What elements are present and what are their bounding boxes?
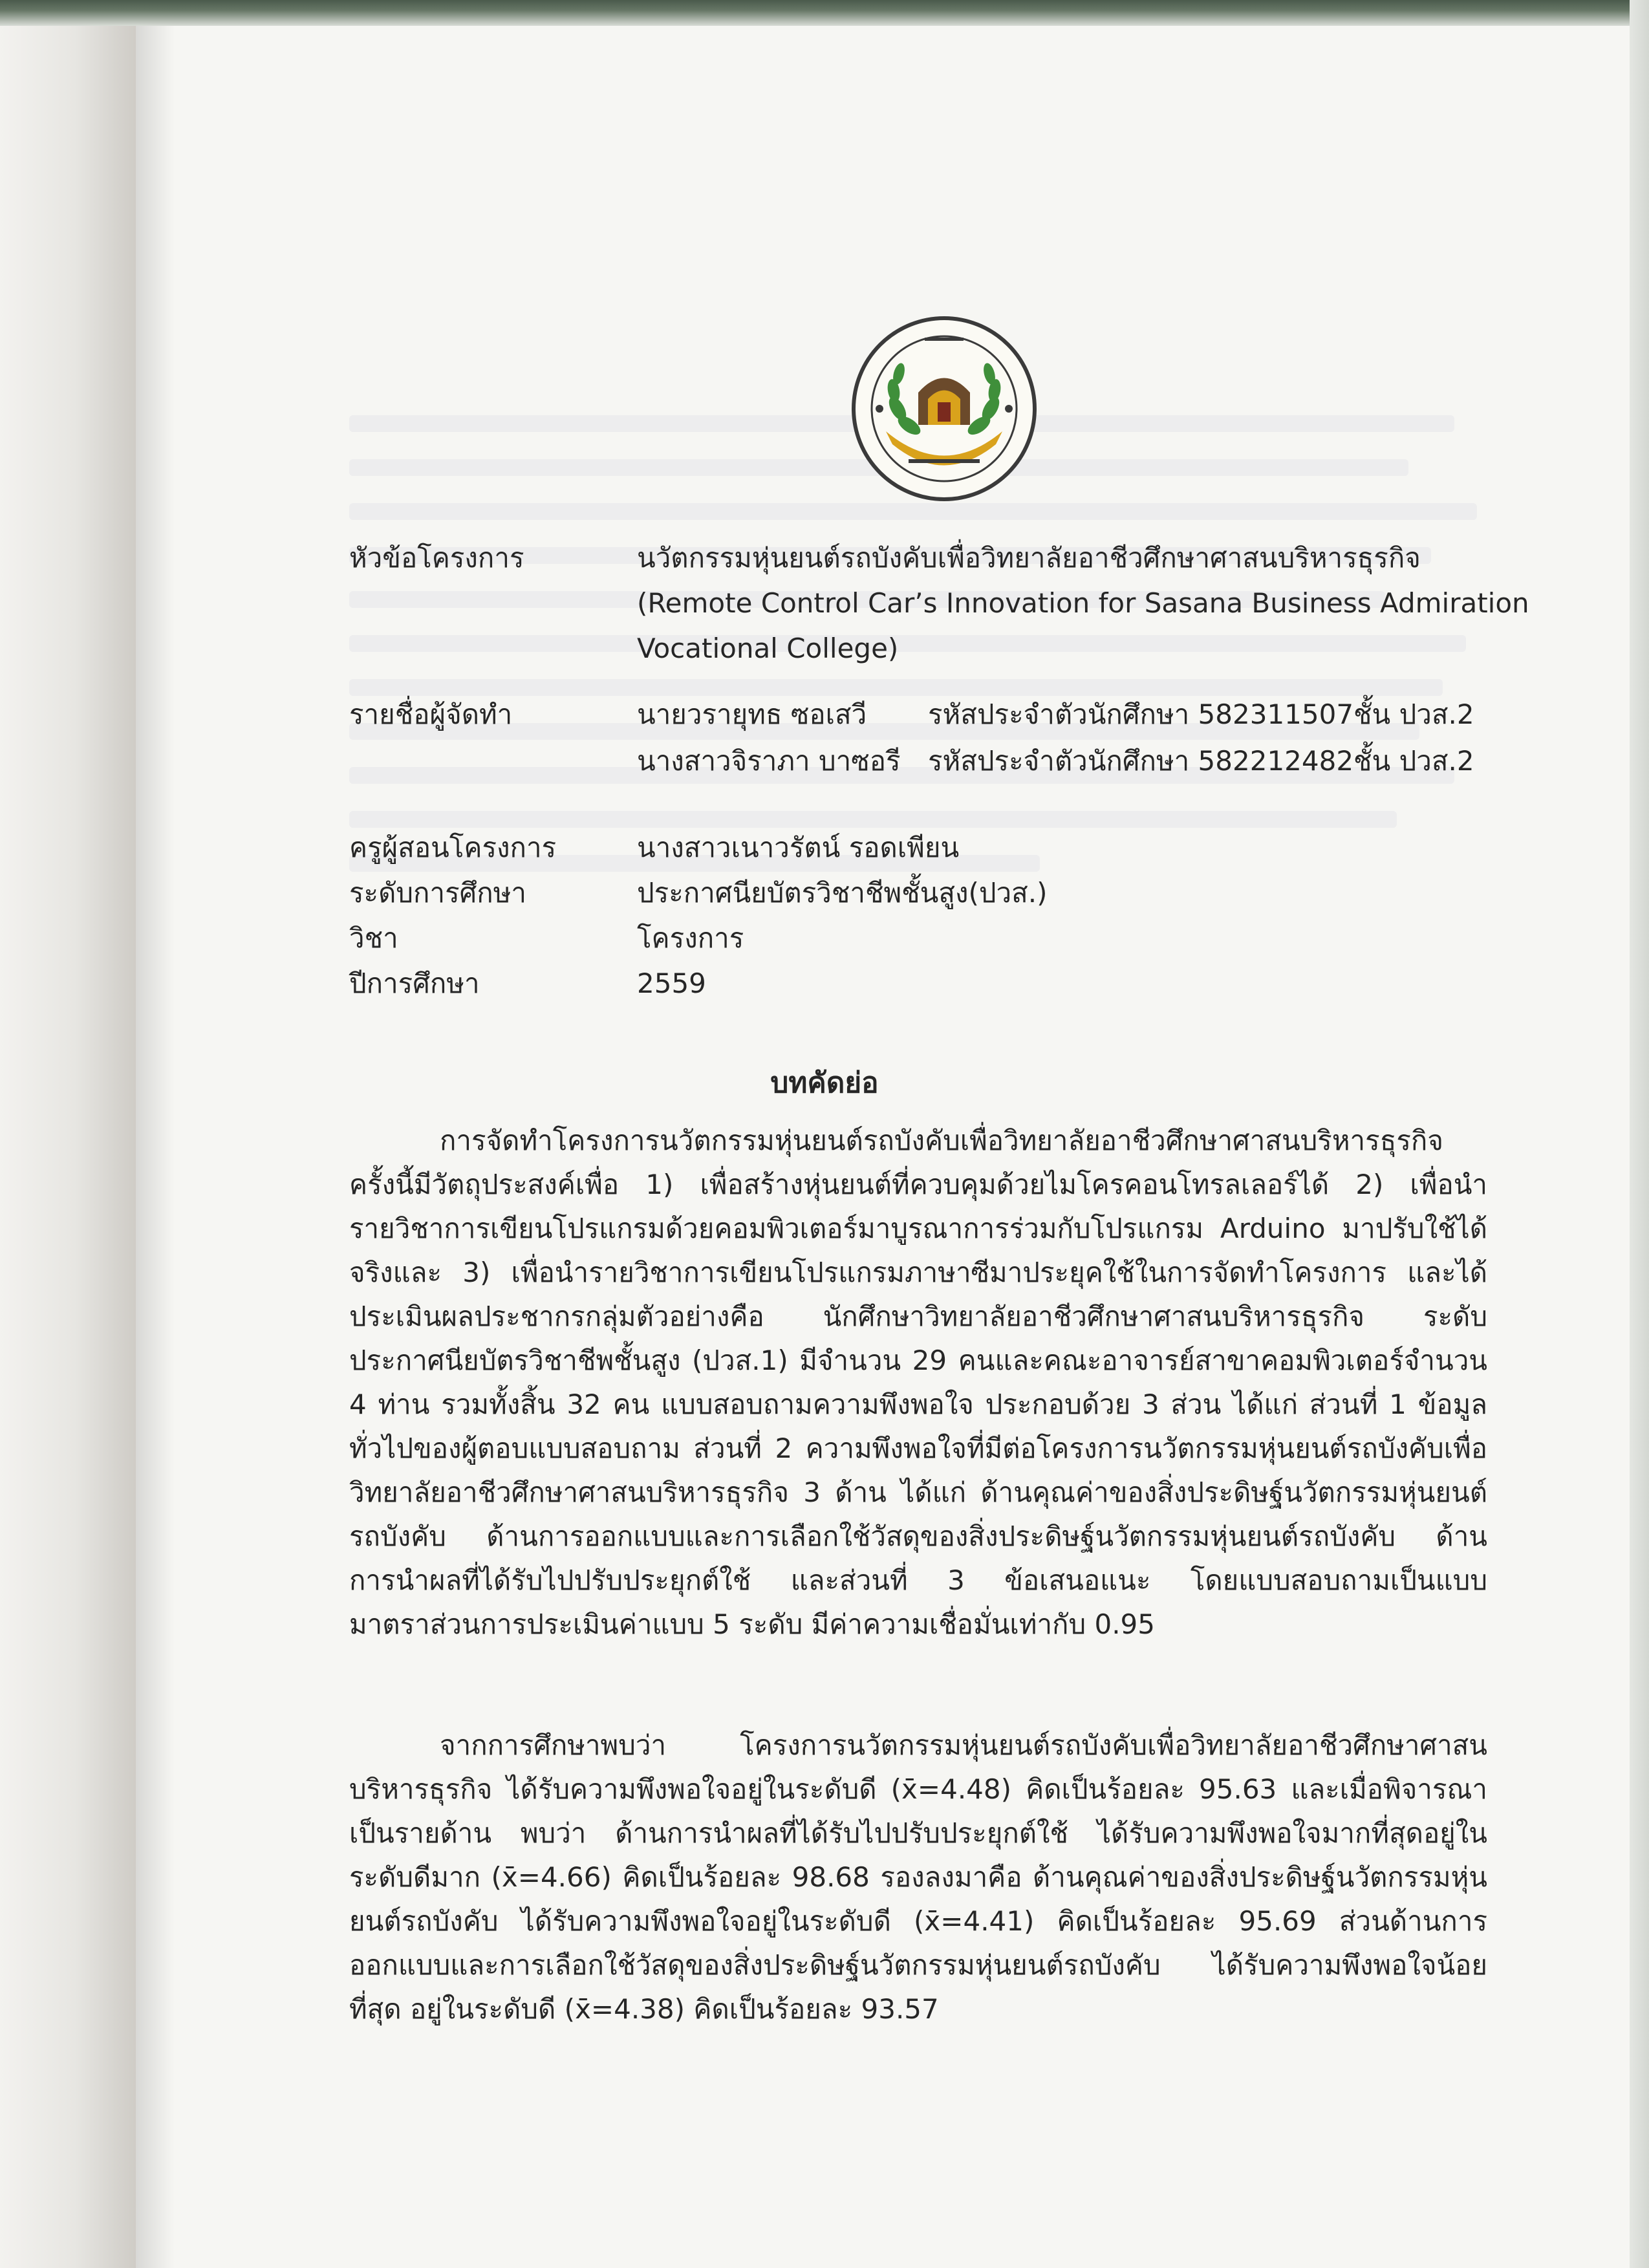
book-cover-edge-right xyxy=(1630,0,1649,2268)
education-level-label: ระดับการศึกษา xyxy=(349,877,526,909)
author-student-id: รหัสประจำตัวนักศึกษา 582212482ชั้น ปวส.2 xyxy=(928,745,1474,777)
book-spine-left-page xyxy=(0,0,136,2268)
advisor-name: นางสาวเนาวรัตน์ รอดเพียน xyxy=(637,832,960,863)
project-title-thai: นวัตกรรมหุ่นยนต์รถบังคับเพื่อวิทยาลัยอาชีวศึกษาศาสนบริหารธุรกิจ xyxy=(637,542,1421,574)
author-name: นางสาวจิราภา บาซอรี xyxy=(637,745,901,777)
advisor-row xyxy=(349,825,1500,870)
subject-label: วิชา xyxy=(349,922,398,954)
academic-year-value: 2559 xyxy=(637,967,706,999)
authors-row-2 xyxy=(349,739,1500,784)
project-title xyxy=(637,535,1529,671)
abstract-heading: บทคัดย่อ xyxy=(770,1066,879,1099)
advisor-label: ครูผู้สอนโครงการ xyxy=(349,832,557,863)
college-emblem-icon xyxy=(847,312,1041,506)
abstract-paragraph-2: จากการศึกษาพบว่า โครงการนวัตกรรมหุ่นยนต์รถบังคับเพื่อวิทยาลัยอาชีวศึกษาศาสนบริหารธุรกิจ ได้รับความพึงพอใจอยู่ในระดับดี (x̄=4.48) คิดเป็นร้อยละ 95.63 และเมื่อพิจารณาเป็นรายด้าน พบว่า ด้านการนำผลที่ได้รับไปปรับประยุกต์ใช้ ได้รับความพึงพอใจมากที่สุดอยู่ในระดับดีมาก (x̄=4.66) คิดเป็นร้อยละ 98.68 รองลงมาคือ ด้านคุณค่าของสิ่งประดิษฐ์นวัตกรรมหุ่นยนต์รถบังคับ ได้รับความพึงพอใจอยู่ในระดับดี (x̄=4.41) คิดเป็นร้อยละ 95.69 ส่วนด้านการออกแบบและการเลือกใช้วัสดุของสิ่งประดิษฐ์นวัตกรรมหุ่นยนต์รถบังคับ ได้รับความพึงพอใจน้อยที่สุด อยู่ในระดับดี (x̄=4.38) คิดเป็นร้อยละ 93.57 xyxy=(349,1729,1487,2025)
education-level-row xyxy=(349,870,1500,916)
academic-year-label: ปีการศึกษา xyxy=(349,967,480,999)
authors-label: รายชื่อผู้จัดทำ xyxy=(349,698,513,730)
abstract-paragraph-1: การจัดทำโครงการนวัตกรรมหุ่นยนต์รถบังคับเพื่อวิทยาลัยอาชีวศึกษาศาสนบริหารธุรกิจครั้งนี้มีวัตถุประสงค์เพื่อ 1) เพื่อสร้างหุ่นยนต์ที่ควบคุมด้วยไมโครคอนโทรลเลอร์ได้ 2) เพื่อนำรายวิชาการเขียนโปรแกรมด้วยคอมพิวเตอร์มาบูรณาการร่วมกับโปรแกรม Arduino มาปรับใช้ได้จริงและ 3) เพื่อนำรายวิชาการเขียนโปรแกรมภาษาซีมาประยุคใช้ในการจัดทำโครงการ และได้ประเมินผลประชากรกลุ่มตัวอย่างคือ นักศึกษาวิทยาลัยอาชีวศึกษาศาสนบริหารธุรกิจ ระดับประกาศนียบัตรวิชาชีพชั้นสูง (ปวส.1) มีจำนวน 29 คนและคณะอาจารย์สาขาคอมพิวเตอร์จำนวน 4 ท่าน รวมทั้งสิ้น 32 คน แบบสอบถามความพึงพอใจ ประกอบด้วย 3 ส่วน ได้แก่ ส่วนที่ 1 ข้อมูลทั่วไปของผู้ตอบแบบสอบถาม ส่วนที่ 2 ความพึงพอใจที่มีต่อโครงการนวัตกรรมหุ่นยนต์รถบังคับเพื่อวิทยาลัยอาชีวศึกษาศาสนบริหารธุรกิจ 3 ด้าน ได้แก่ ด้านคุณค่าของสิ่งประดิษฐ์นวัตกรรมหุ่นยนต์รถบังคับ ด้านการออกแบบและการเลือกใช้วัสดุของสิ่งประดิษฐ์นวัตกรรมหุ่นยนต์รถบังคับ ด้านการนำผลที่ได้รับไปปรับประยุกต์ใช้ และส่วนที่ 3 ข้อเสนอแนะ โดยแบบสอบถามเป็นแบบมาตราส่วนการประเมินค่าแบบ 5 ระดับ มีค่าความเชื่อมั่นเท่ากับ 0.95 xyxy=(349,1125,1487,1640)
author-name: นายวรายุทธ ซอเสวี xyxy=(637,698,867,730)
project-title-label: หัวข้อโครงการ xyxy=(349,542,524,574)
education-level-value: ประกาศนียบัตรวิชาชีพชั้นสูง(ปวส.) xyxy=(637,877,1048,909)
project-title-english-line2: Vocational College) xyxy=(637,632,899,664)
author-student-id: รหัสประจำตัวนักศึกษา 582311507ชั้น ปวส.2 xyxy=(928,698,1474,730)
project-title-english-line1: (Remote Control Car’s Innovation for Sasana Business Admiration xyxy=(637,587,1529,619)
book-cover-edge xyxy=(0,0,1649,26)
academic-year-row xyxy=(349,961,1500,1006)
subject-row xyxy=(349,916,1500,961)
subject-value: โครงการ xyxy=(637,922,744,954)
authors-row-1 xyxy=(349,692,1500,737)
